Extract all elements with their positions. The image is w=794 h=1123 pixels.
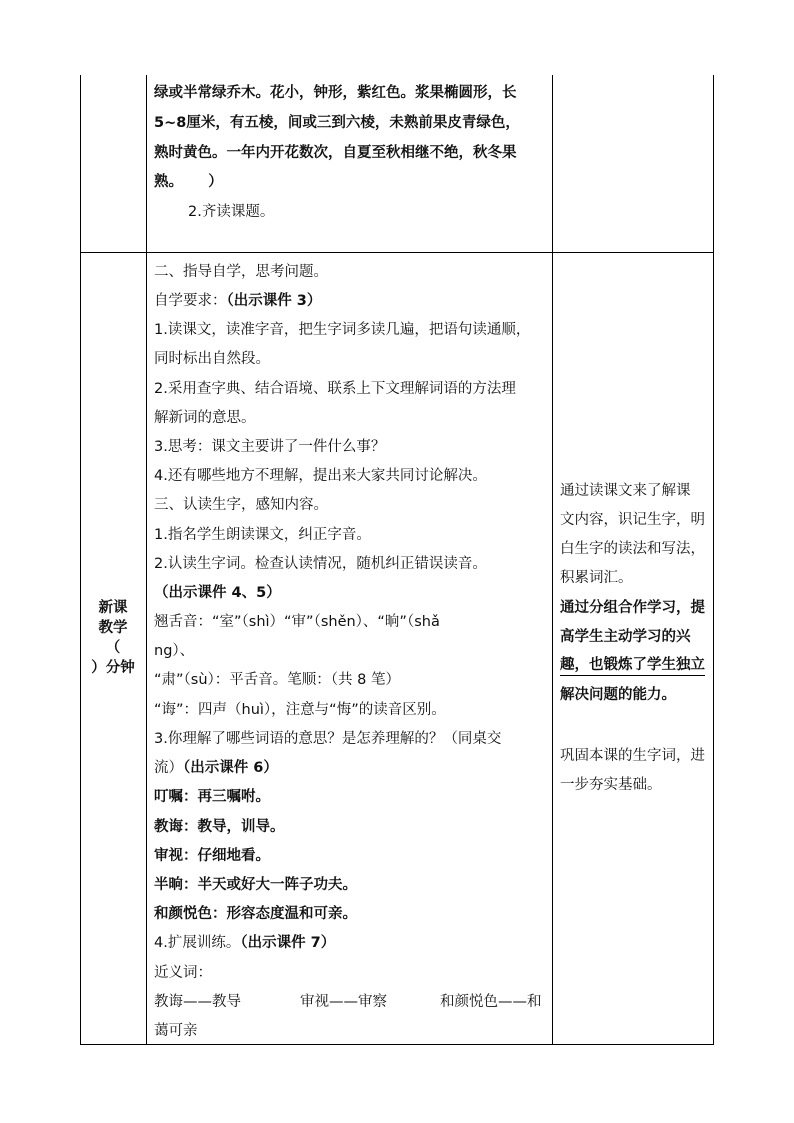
synonym-label: 近义词： [154,965,212,981]
step-2: 2.认读生字词。检查认读情况，随机纠正错误读音。 [154,556,487,572]
table-col-divider-2 [552,75,553,1045]
synonym-3: 和颜悦色——和 [440,994,542,1010]
step-3b-line [154,758,278,778]
table-col-divider-1 [146,75,147,1045]
heading-2: 二、指导自学，思考问题。 [154,264,328,280]
heading-3: 三、认读生字，感知内容。 [154,497,328,513]
row1-line-3: 熟时黄色。一年内开花数次，自夏至秋相继不绝，秋冬果 [154,145,517,161]
note-3a: 巩固本课的生字词，进 [560,748,705,764]
table-right-border [713,75,714,1045]
item-3: 3.思考：课文主要讲了一件什么事？ [154,439,386,455]
section-label-line: （ [105,640,121,656]
definition-1: 叮嘱：再三嘱咐。 [154,789,270,805]
synonym-1: 教诲——教导 [154,994,241,1010]
table-bottom-border [80,1044,714,1045]
note-1a: 通过读课文来了解课 [560,483,691,499]
requirement-ref: （出示课件 3） [226,293,322,309]
note-1c: 白生字的读法和写法， [560,541,705,557]
note-2d: 解决问题的能力。 [560,687,676,703]
step-4-line [154,933,335,953]
section-label-line: 新课 [98,600,128,616]
table-left-border [80,75,81,1045]
note-3b: 一步夯实基础。 [560,777,662,793]
row1-line-4: 熟。 ） [154,174,223,190]
pronunciation-1b: ng）、 [154,643,195,659]
step-2-ref: （出示课件 4、5） [154,585,281,601]
step-1: 1.指名学生朗读课文，纠正字音。 [154,527,371,543]
row1-line-2: 5~8厘米，有五棱，间或三到六棱，未熟前果皮青绿色， [154,115,520,131]
note-2b: 高学生主动学习的兴 [560,629,691,645]
pronunciation-2: “肃”（sù）：平舌音。笔顺：（共 8 笔） [154,672,400,688]
requirement-prefix: 自学要求： [154,293,227,309]
step-4-ref: （出示课件 7） [240,935,336,951]
definition-3: 审视：仔细地看。 [154,848,270,864]
pronunciation-3: “诲”：四声（huì），注意与“悔”的读音区别。 [154,702,446,718]
requirement-line [154,291,321,311]
step-3b-text: 流） [154,760,183,776]
row1-step-2: 2.齐读课题。 [188,204,275,220]
definition-5: 和颜悦色：形容态度温和可亲。 [154,906,357,922]
note-1d: 积累词汇。 [560,570,633,586]
row1-line-1: 绿或半常绿乔木。花小，钟形，紫红色。浆果椭圆形，长 [154,85,517,101]
step-4-text: 4.扩展训练。 [154,935,241,951]
synonym-2: 审视——审察 [300,994,387,1010]
definition-2: 教诲：教导，训导。 [154,819,285,835]
pronunciation-1a: 翘舌音：“室”（shì）“审”（shěn）、“晌”（shǎ [154,614,440,630]
synonym-3b: 蔼可亲 [154,1023,198,1039]
item-1a: 1.读课文，读准字音，把生字词多读几遍，把语句读通顺， [154,322,531,338]
item-4: 4.还有哪些地方不理解，提出来大家共同讨论解决。 [154,468,487,484]
item-1b: 同时标出自然段。 [154,351,270,367]
section-label [80,598,146,678]
section-label-line: ）分钟 [91,660,135,676]
item-2b: 解新词的意思。 [154,410,256,426]
step-3a: 3.你理解了哪些词语的意思？是怎养理解的？（同桌交 [154,731,502,747]
step-3b-ref: （出示课件 6） [183,760,278,776]
section-label-line: 教学 [98,620,128,636]
note-1b: 文内容，识记生字，明 [560,512,705,528]
item-2a: 2.采用查字典、结合语境、联系上下文理解词语的方法理 [154,381,516,397]
definition-4: 半晌：半天或好大一阵子功夫。 [154,877,357,893]
note-2a: 通过分组合作学习，提 [560,600,705,616]
table-row-divider [80,252,714,253]
note-2c: 趣，也锻炼了学生独立 [560,656,705,676]
